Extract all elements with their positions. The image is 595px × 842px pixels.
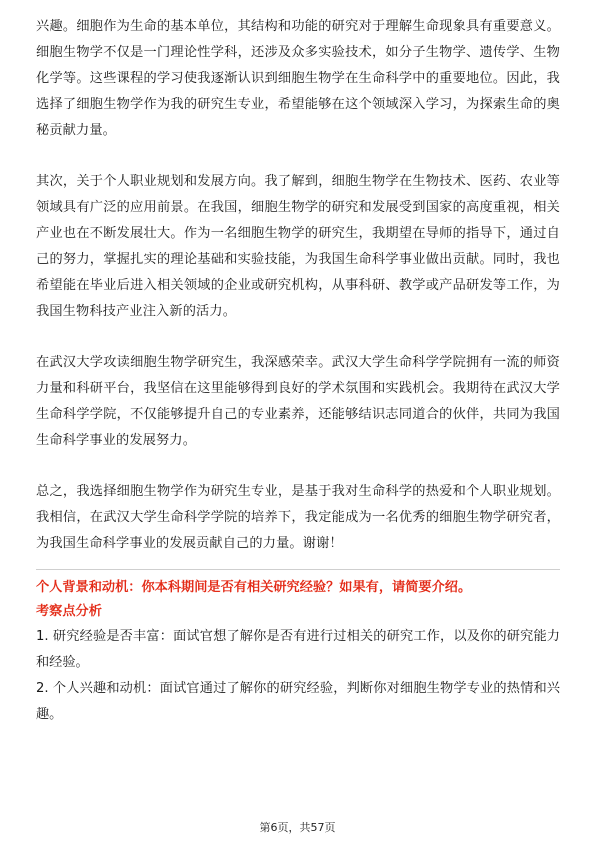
body-paragraph-4: 总之，我选择细胞生物学作为研究生专业，是基于我对生命科学的热爱和个人职业规划。我相信，在武汉大学生命科学学院的培养下，我定能成为一名优秀的细胞生物学研究者，为我国生命科学事业的发展贡献自己的力量。谢谢！ [36, 484, 560, 551]
paragraph-gap [36, 454, 560, 479]
analysis-title: 考察点分析 [36, 604, 102, 619]
paragraph-gap [36, 325, 560, 350]
page-footer: 第6页，共57页 [259, 821, 336, 834]
interview-question: 个人背景和动机：你本科期间是否有相关研究经验？如果有，请简要介绍。 [36, 580, 472, 595]
body-paragraph-2: 其次，关于个人职业规划和发展方向。我了解到，细胞生物学在生物技术、医药、农业等领域具有广泛的应用前景。在我国，细胞生物学的研究和发展受到国家的高度重视，相关产业也在不断发展壮大。作为一名细胞生物学的研究生，我期望在导师的指导下，通过自己的努力，掌握扎实的理论基础和实验技能，为我国生命科学事业做出贡献。同时，我也希望能在毕业后进入相关领域的企业或研究机构，从事科研、教学或产品研发等工作，为我国生物科技产业注入新的活力。 [36, 174, 560, 319]
body-paragraph-1: 兴趣。细胞作为生命的基本单位，其结构和功能的研究对于理解生命现象具有重要意义。细胞生物学不仅是一门理论性学科，还涉及众多实验技术，如分子生物学、遗传学、生物化学等。这些课程的学习使我逐渐认识到细胞生物学在生命科学中的重要地位。因此，我选择了细胞生物学作为我的研究生专业，希望能够在这个领域深入学习，为探索生命的奥秘贡献力量。 [36, 19, 560, 138]
section-divider [36, 569, 560, 570]
analysis-item-1: 1. 研究经验是否丰富：面试官想了解你是否有进行过相关的研究工作，以及你的研究能力和经验。 [36, 629, 560, 670]
document-page [36, 14, 560, 728]
body-paragraph-3: 在武汉大学攻读细胞生物学研究生，我深感荣幸。武汉大学生命科学学院拥有一流的师资力量和科研平台，我坚信在这里能够得到良好的学术氛围和实践机会。我期待在武汉大学生命科学学院，不仅能够提升自己的专业素养，还能够结识志同道合的伙伴，共同为我国生命科学事业的发展努力。 [36, 355, 560, 448]
analysis-item-2: 2. 个人兴趣和动机：面试官通过了解你的研究经验，判断你对细胞生物学专业的热情和兴趣。 [36, 681, 560, 722]
paragraph-gap [36, 144, 560, 169]
